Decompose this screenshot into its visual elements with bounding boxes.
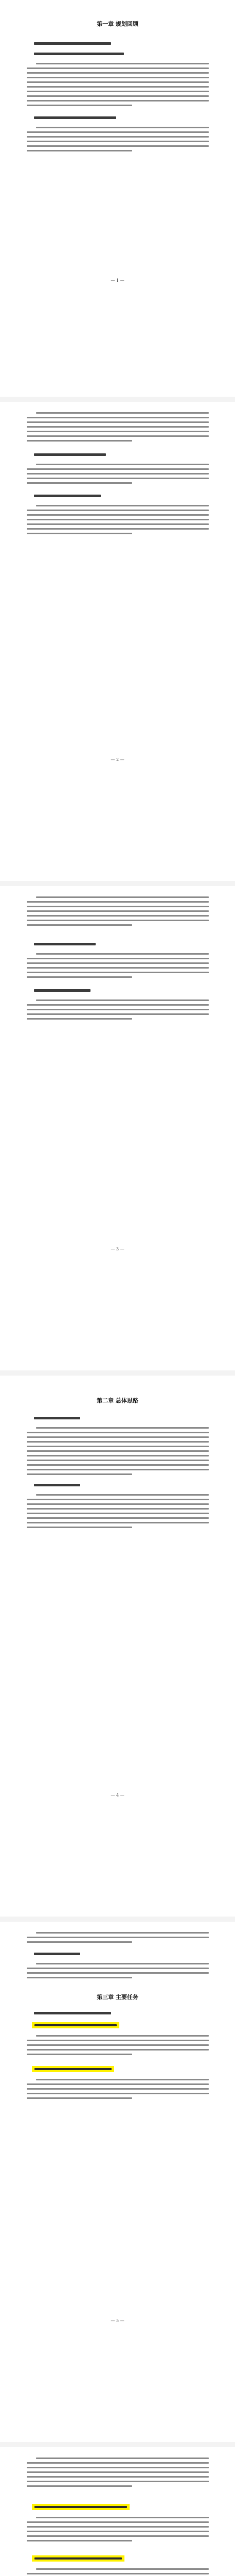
subsection-heading [34, 453, 106, 456]
section-heading [34, 2012, 111, 2014]
paragraph [27, 2517, 209, 2545]
paragraph [27, 2079, 209, 2102]
subsection-heading [34, 989, 91, 992]
paragraph [27, 412, 209, 445]
chapter-title: 第三章 主要任务 [97, 1994, 138, 2001]
paragraph [27, 953, 209, 981]
paragraph [27, 464, 209, 487]
page-number: — 1 — [111, 278, 124, 283]
subsection-heading [34, 495, 101, 497]
chapter-title: 第二章 总体思路 [97, 1397, 138, 1404]
paragraph [27, 896, 209, 929]
page-gap [0, 2442, 235, 2447]
paragraph [27, 63, 209, 109]
paragraph [27, 1932, 209, 1946]
page-gap [0, 1917, 235, 1922]
chapter-title: 第一章 规划回顾 [97, 21, 138, 27]
highlighted-heading [32, 2504, 130, 2510]
paragraph [27, 1963, 209, 1981]
page-number: — 5 — [111, 2318, 124, 2323]
page-number: — 3 — [111, 1247, 124, 1251]
page-gap [0, 881, 235, 886]
highlighted-heading [32, 2066, 114, 2072]
paragraph [27, 1427, 209, 1478]
section-heading [34, 1953, 80, 1955]
highlighted-heading [32, 2555, 124, 2562]
paragraph [27, 2568, 209, 2576]
paragraph [27, 127, 209, 155]
page-number: — 4 — [111, 1793, 124, 1798]
paragraph [27, 2035, 209, 2058]
subsection-heading [34, 116, 116, 119]
subsection-heading [34, 943, 96, 945]
section-heading [34, 1484, 80, 1486]
paragraph [27, 1494, 209, 1531]
subsection-heading [34, 53, 124, 55]
paragraph [27, 999, 209, 1023]
page-gap [0, 397, 235, 402]
section-heading [34, 42, 111, 45]
page-gap [0, 1370, 235, 1376]
paragraph [27, 505, 209, 537]
page-number: — 2 — [111, 757, 124, 762]
paragraph [27, 2458, 209, 2490]
section-heading [34, 1417, 80, 1419]
highlighted-heading [32, 2022, 119, 2028]
